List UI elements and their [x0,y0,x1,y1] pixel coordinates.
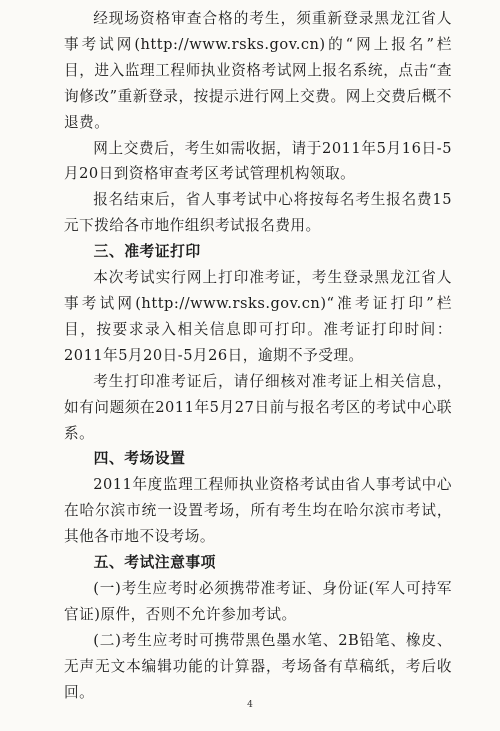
paragraph-venue-setup: 2011年度监理工程师执业资格考试由省人事考试中心在哈尔滨市统一设置考场，所有考生均在哈尔滨市考试，其他各市地不设考场。 [64,476,452,546]
paragraph-ticket-check: 考生打印准考证后，请仔细核对准考证上相关信息，如有问题须在2011年5月27日前与报名考区的考试中心联系。 [64,372,452,442]
section-heading-admission-ticket: 三、准考证打印 [93,243,201,261]
document-body [64,6,452,705]
page-number: 4 [247,700,253,710]
paragraph-fee-allocation: 报名结束后，省人事考试中心将按每名考生报名费15元下拨给各市地作组织考试报名费用。 [64,191,452,235]
paragraph-online-payment: 经现场资格审查合格的考生，须重新登录黑龙江省人事考试网(http://www.rsks.gov.cn)的“网上报名”栏目，进入监理工程师执业资格考试网上报名系统，点击“查询修改”重新登录，按提示进行网上交费。网上交费后概不退费。 [64,10,452,131]
paragraph-note-documents: (一)考生应考时必须携带准考证、身份证(军人可持军官证)原件，否则不允许参加考试。 [64,579,452,623]
paragraph-note-stationery: (二)考生应考时可携带黑色墨水笔、2B铅笔、橡皮、无声无文本编辑功能的计算器，考场备有草稿纸，考后收回。 [64,631,452,701]
paragraph-receipt: 网上交费后，考生如需收据，请于2011年5月16日-5月20日到资格审查考区考试管理机构领取。 [64,139,452,183]
paragraph-ticket-printing: 本次考试实行网上打印准考证，考生登录黑龙江省人事考试网(http://www.rsks.gov.cn)“准考证打印”栏目，按要求录入相关信息即可打印。准考证打印时间：2011年5月20日-5月26日，逾期不予受理。 [64,269,452,364]
section-heading-exam-venue: 四、考场设置 [93,450,186,468]
section-heading-exam-notes: 五、考试注意事项 [93,554,216,572]
